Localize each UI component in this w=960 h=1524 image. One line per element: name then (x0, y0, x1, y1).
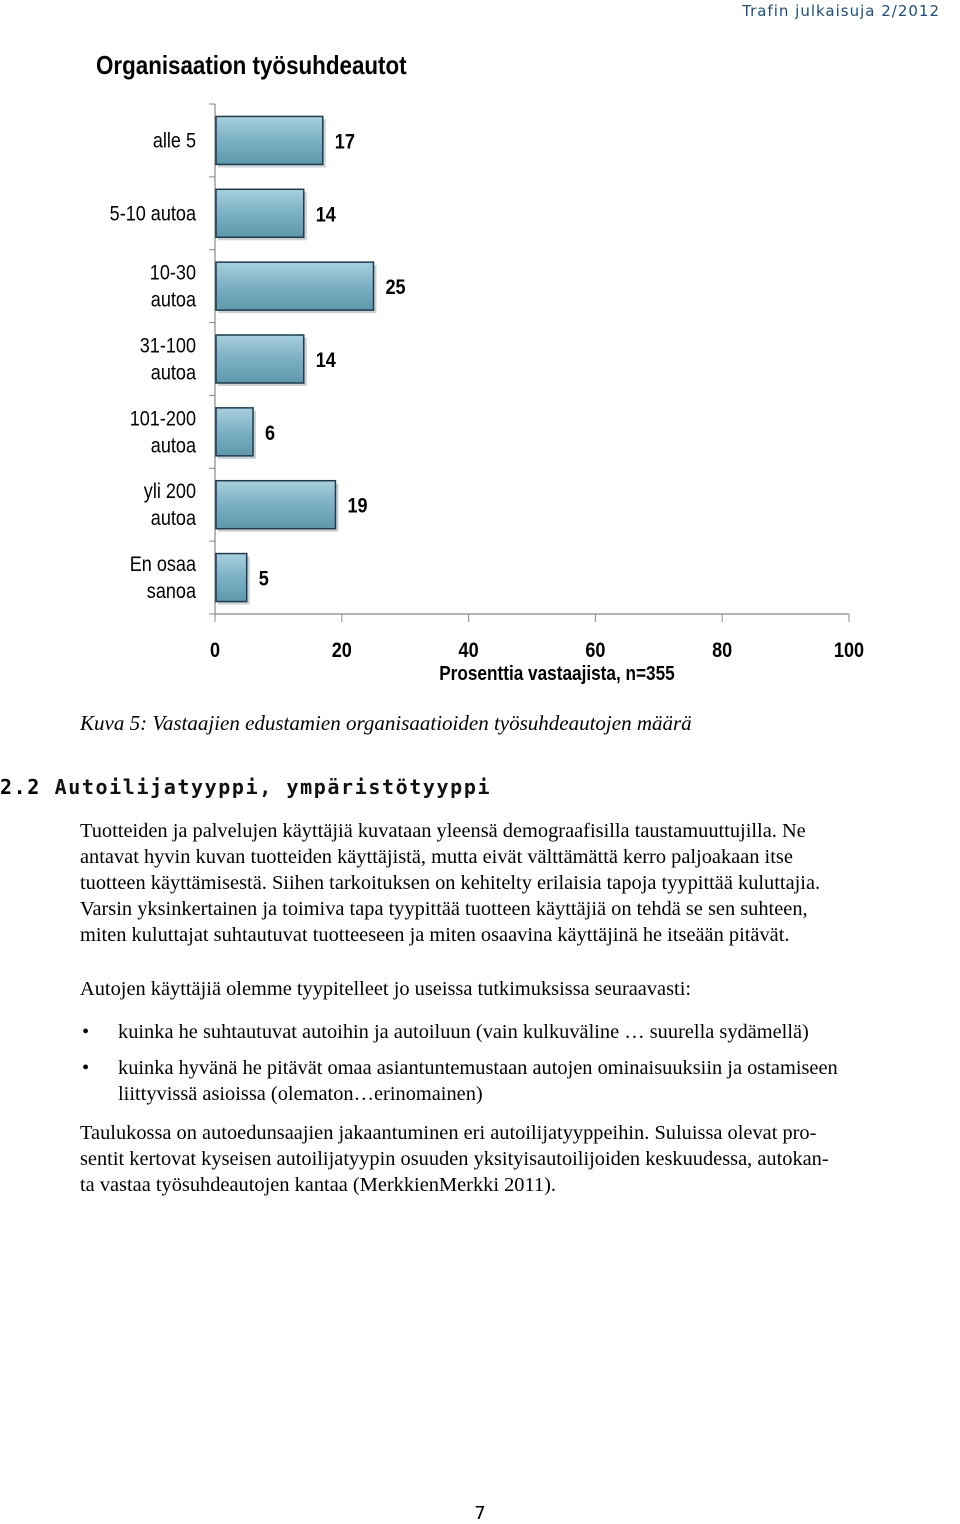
list-item-text: liittyvissä asioissa (olematon…erinomainen) (118, 1083, 483, 1105)
figure-caption: Kuva 5: Vastaajien edustamien organisaatioiden työsuhdeautojen määrä (80, 711, 692, 735)
category-label: 31-100 (139, 334, 196, 358)
x-tick-label: 60 (585, 638, 606, 663)
x-tick-label: 100 (833, 638, 865, 663)
bullet-list (80, 1019, 960, 1117)
data-label: 14 (315, 203, 336, 227)
category-label: En osaa (129, 552, 196, 577)
category-label: yli 200 (143, 479, 196, 504)
bar (216, 554, 247, 602)
category-label: autoa (150, 506, 196, 531)
bar (216, 335, 304, 383)
category-label: sanoa (146, 579, 196, 604)
chart-title: Organisaation työsuhdeautot (96, 50, 407, 80)
paragraph-3 (80, 1120, 960, 1198)
bar (216, 262, 374, 310)
category-label: 101-200 (129, 407, 196, 431)
bullet-icon: • (82, 1057, 90, 1079)
data-label: 19 (347, 494, 368, 519)
data-label: 14 (315, 348, 336, 373)
bar (216, 481, 335, 529)
bar (216, 116, 323, 164)
paragraph-line: miten kuluttajat suhtautuvat tuotteeseen ja miten osaavina käyttäjinä he itseään pitävät. (80, 924, 790, 946)
data-label: 17 (334, 130, 355, 154)
bullet-icon: • (82, 1021, 90, 1043)
bar (216, 408, 253, 456)
paragraph-line: tuotteen käyttämisestä. Siihen tarkoituksen on kehitelty erilaisia tapoja tyypittää kuluttajia. (80, 872, 821, 894)
paragraph-line: Taulukossa on autoedunsaajien jakaantuminen eri autoilijatyyppeihin. Suluissa olevat pro- (80, 1122, 817, 1144)
paragraph-line: sentit kertovat kyseisen autoilijatyypin osuuden yksityisautoilijoiden keskuudessa, autokan- (80, 1148, 829, 1170)
list-item-text: kuinka hyvänä he pitävät omaa asiantuntemustaan autojen ominaisuuksiin ja ostamiseen (118, 1057, 838, 1079)
publication-header: Trafin julkaisuja 2/2012 (742, 2, 940, 20)
paragraph-line: Tuotteiden ja palvelujen käyttäjiä kuvataan yleensä demograafisilla taustamuuttujilla. Ne (80, 820, 806, 842)
x-tick-label: 20 (331, 638, 352, 663)
data-label: 6 (265, 421, 276, 446)
paragraph-line: ta vastaa työsuhdeautojen kantaa (MerkkienMerkki 2011). (80, 1174, 557, 1196)
paragraph-1 (80, 818, 960, 948)
data-label: 5 (258, 567, 269, 591)
x-axis-label: Prosenttia vastaajista, n=355 (439, 661, 675, 685)
category-label: autoa (150, 434, 196, 458)
category-label: 5-10 autoa (109, 202, 196, 226)
bar-chart (0, 0, 960, 700)
data-label: 25 (385, 275, 406, 300)
bar (216, 189, 304, 237)
category-label: autoa (150, 361, 196, 385)
page-number: 7 (474, 1503, 486, 1524)
x-tick-label: 80 (712, 638, 733, 663)
category-label: alle 5 (152, 129, 196, 153)
x-tick-label: 0 (209, 638, 221, 663)
x-tick-label: 40 (458, 638, 479, 663)
category-label: autoa (150, 288, 196, 313)
paragraph-line: Varsin yksinkertainen ja toimiva tapa tyypittää tuotteen käyttäjiä on tehdä se sen suhteen, (80, 898, 808, 920)
paragraph-line: antavat hyvin kuvan tuotteiden käyttäjistä, mutta eivät välttämättä kerro paljoakaan itse (80, 846, 793, 868)
section-heading (0, 775, 491, 799)
list-item (80, 1055, 960, 1107)
section-number: 2.2 (0, 775, 41, 799)
list-item (80, 1019, 960, 1045)
section-title: Autoilijatyyppi, ympäristötyyppi (54, 775, 492, 799)
list-item-text: kuinka he suhtautuvat autoihin ja autoiluun (vain kulkuväline … suurella sydämellä) (118, 1021, 809, 1043)
paragraph-2: Autojen käyttäjiä olemme tyypitelleet jo useissa tutkimuksissa seuraavasti: (80, 978, 692, 1000)
category-label: 10-30 (149, 261, 196, 286)
